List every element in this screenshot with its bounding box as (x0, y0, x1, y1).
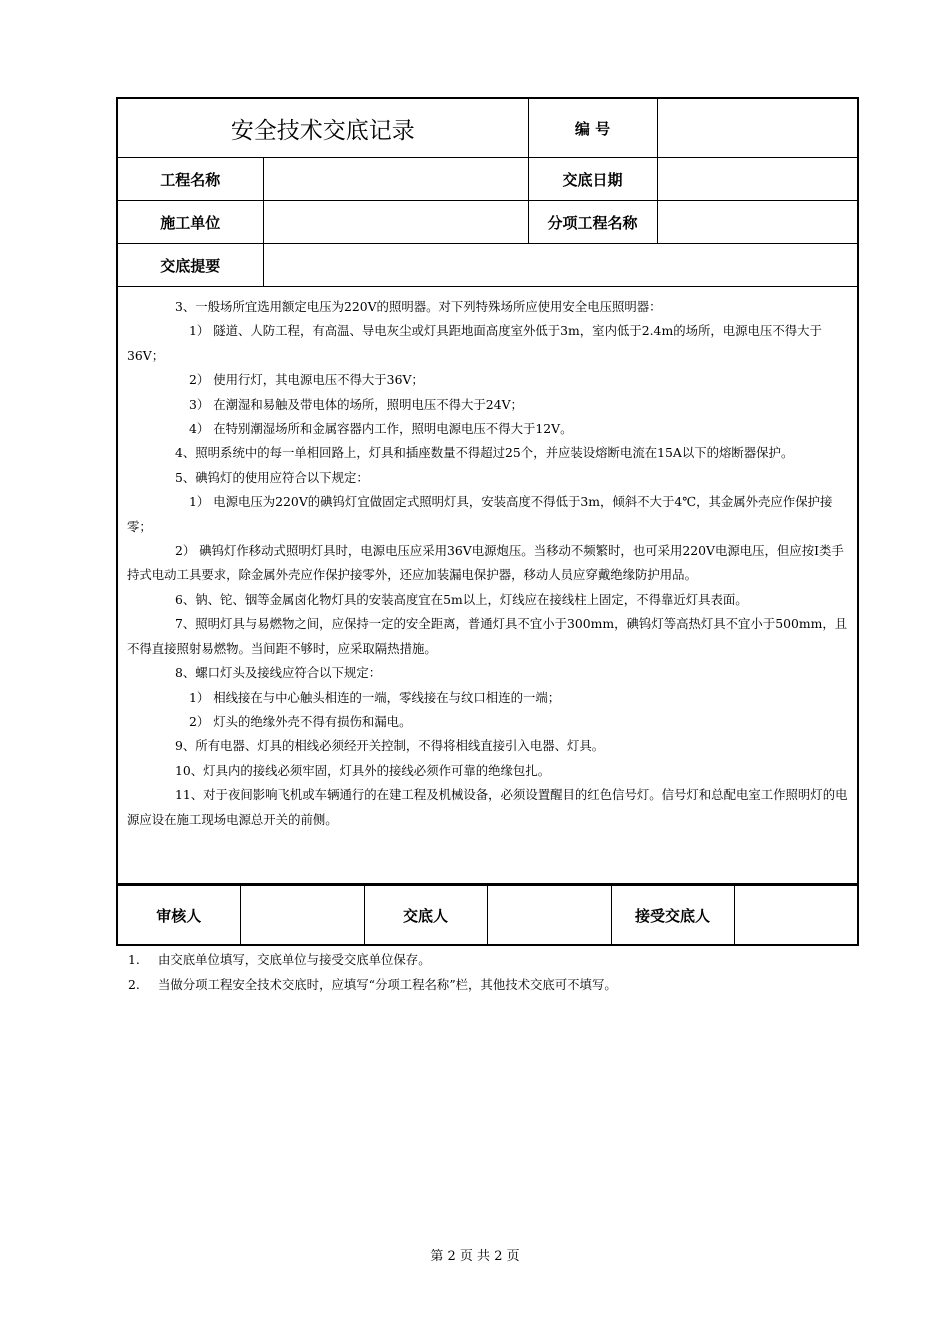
content-paragraph: 10、灯具内的接线必须牢固，灯具外的接线必须作可靠的绝缘包扎。 (175, 762, 551, 778)
date-label: 交底日期 (528, 158, 657, 201)
form-header-table (116, 97, 859, 885)
discloser-label: 交底人 (364, 886, 487, 946)
content-paragraph: 2） 使用行灯，其电源电压不得大于36V； (189, 372, 424, 388)
content-paragraph: 5、碘钨灯的使用应符合以下规定： (175, 469, 369, 485)
content-paragraph: 1） 电源电压为220V的碘钨灯宜做固定式照明灯具，安装高度不得低于3m，倾斜不大于4℃，其金属外壳应作保护接零； (127, 494, 833, 534)
code-label: 编 号 (528, 98, 657, 158)
content-paragraph: 7、照明灯具与易燃物之间，应保持一定的安全距离，普通灯具不宜小于300mm，碘钨灯等高热灯具不宜小于500mm，且不得直接照射易燃物。当间距不够时，应采取隔热措施。 (127, 616, 848, 656)
content-paragraph: 8、螺口灯头及接线应符合以下规定： (175, 665, 382, 681)
subproject-label: 分项工程名称 (528, 201, 657, 244)
signature-table (116, 885, 859, 946)
receiver-field[interactable] (734, 886, 858, 946)
contractor-field[interactable] (263, 201, 528, 244)
content-paragraph: 3） 在潮湿和易触及带电体的场所，照明电压不得大于24V； (189, 396, 523, 412)
content-paragraph: 3、一般场所宜选用额定电压为220V的照明器。对下列特殊场所应使用安全电压照明器： (175, 299, 662, 314)
receiver-label: 接受交底人 (611, 886, 734, 946)
content-paragraph: 1） 隧道、人防工程，有高温、导电灰尘或灯具距地面高度室外低于3m，室内低于2.4m的场所，电源电压不得大于36V； (127, 323, 822, 363)
content-paragraph: 9、所有电器、灯具的相线必须经开关控制，不得将相线直接引入电器、灯具。 (175, 738, 605, 754)
content-paragraph: 4、照明系统中的每一单相回路上，灯具和插座数量不得超过25个，并应装设熔断电流在15A以下的熔断器保护。 (175, 445, 794, 461)
discloser-field[interactable] (487, 886, 611, 946)
code-field[interactable] (657, 98, 858, 158)
content-paragraph: 2） 灯头的绝缘外壳不得有损伤和漏电。 (189, 713, 412, 729)
note-item: 2. 当做分项工程安全技术交底时，应填写“分项工程名称”栏，其他技术交底可不填写。 (128, 977, 617, 992)
content-paragraph: 1） 相线接在与中心触头相连的一端，零线接在与纹口相连的一端； (189, 689, 561, 705)
date-field[interactable] (657, 158, 858, 201)
disclosure-form (116, 97, 857, 946)
content-paragraph: 2） 碘钨灯作移动式照明灯具时，电源电压应采用36V电源炮压。当移动不频繁时，也可采用220V电源电压，但应按Ⅰ类手持式电动工具要求，除金属外壳应作保护接零外，还应加装漏电保护器，移动人员应穿戴绝缘防护用品。 (127, 543, 844, 583)
summary-label: 交底提要 (117, 244, 263, 287)
note-item: 1. 由交底单位填写，交底单位与接受交底单位保存。 (128, 952, 431, 967)
contractor-label: 施工单位 (117, 201, 263, 244)
subproject-field[interactable] (657, 201, 858, 244)
reviewer-field[interactable] (240, 886, 364, 946)
content-paragraph: 11、对于夜间影响飞机或车辆通行的在建工程及机械设备，必须设置醒目的红色信号灯。信号灯和总配电室工作照明灯的电源应设在施工现场电源总开关的前侧。 (127, 787, 848, 827)
content-paragraph: 4） 在特别潮湿场所和金属容器内工作，照明电源电压不得大于12V。 (189, 421, 573, 437)
form-title: 安全技术交底记录 (117, 98, 528, 158)
page-number: 第 2 页 共 2 页 (430, 1249, 520, 1264)
content-paragraph: 6、钠、铊、铟等金属卤化物灯具的安装高度宜在5m以上，灯线应在接线柱上固定，不得靠近灯具表面。 (175, 591, 748, 607)
summary-field[interactable] (263, 244, 858, 287)
reviewer-label: 审核人 (117, 886, 240, 946)
project-name-label: 工程名称 (117, 158, 263, 201)
form-notes (128, 947, 617, 997)
disclosure-content (117, 287, 858, 885)
project-name-field[interactable] (263, 158, 528, 201)
